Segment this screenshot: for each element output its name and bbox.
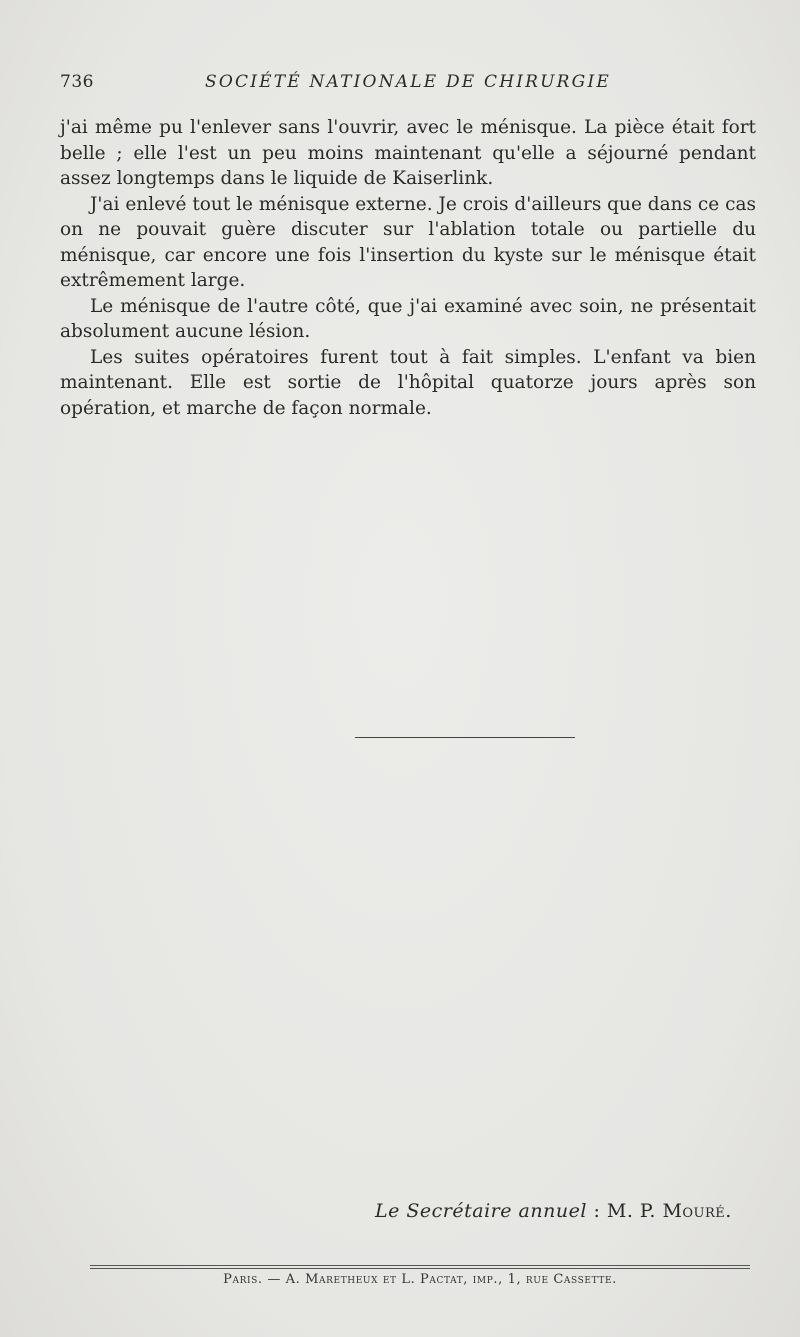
section-divider	[355, 737, 575, 738]
page-number: 736	[60, 72, 94, 92]
footer-rule	[90, 1268, 750, 1269]
printer-imprint: Paris. — A. Maretheux et L. Pactat, imp., 1, rue Cassette.	[223, 1272, 617, 1287]
signature-role: Le Secrétaire annuel	[375, 1200, 587, 1222]
body-text	[60, 115, 756, 421]
page-header	[60, 70, 756, 98]
running-title: SOCIÉTÉ NATIONALE DE CHIRURGIE	[205, 72, 611, 92]
paragraph: Le ménisque de l'autre côté, que j'ai examiné avec soin, ne présentait absolument aucune lésion.	[60, 295, 756, 342]
signature-name: M. P. Mouré.	[606, 1200, 732, 1222]
paragraph: j'ai même pu l'enlever sans l'ouvrir, avec le ménisque. La pièce était fort belle ; elle l'est un peu moins maintenant qu'elle a séjourné pendant assez longtemps dans le liquide de Kaiserlink.	[60, 117, 756, 189]
paragraph: Les suites opératoires furent tout à fait simples. L'enfant va bien maintenant. Elle est sortie de l'hôpital quatorze jours après son opération, et marche de façon normale.	[60, 346, 756, 419]
signature-separator: :	[586, 1200, 607, 1222]
paragraph: J'ai enlevé tout le ménisque externe. Je crois d'ailleurs que dans ce cas on ne pouvait guère discuter sur l'ablation totale ou partielle du ménisque, car encore une fois l'insertion du kyste sur le ménisque était extrêmement large.	[60, 193, 757, 291]
footer-rule	[90, 1265, 750, 1266]
signature-line	[375, 1200, 755, 1222]
